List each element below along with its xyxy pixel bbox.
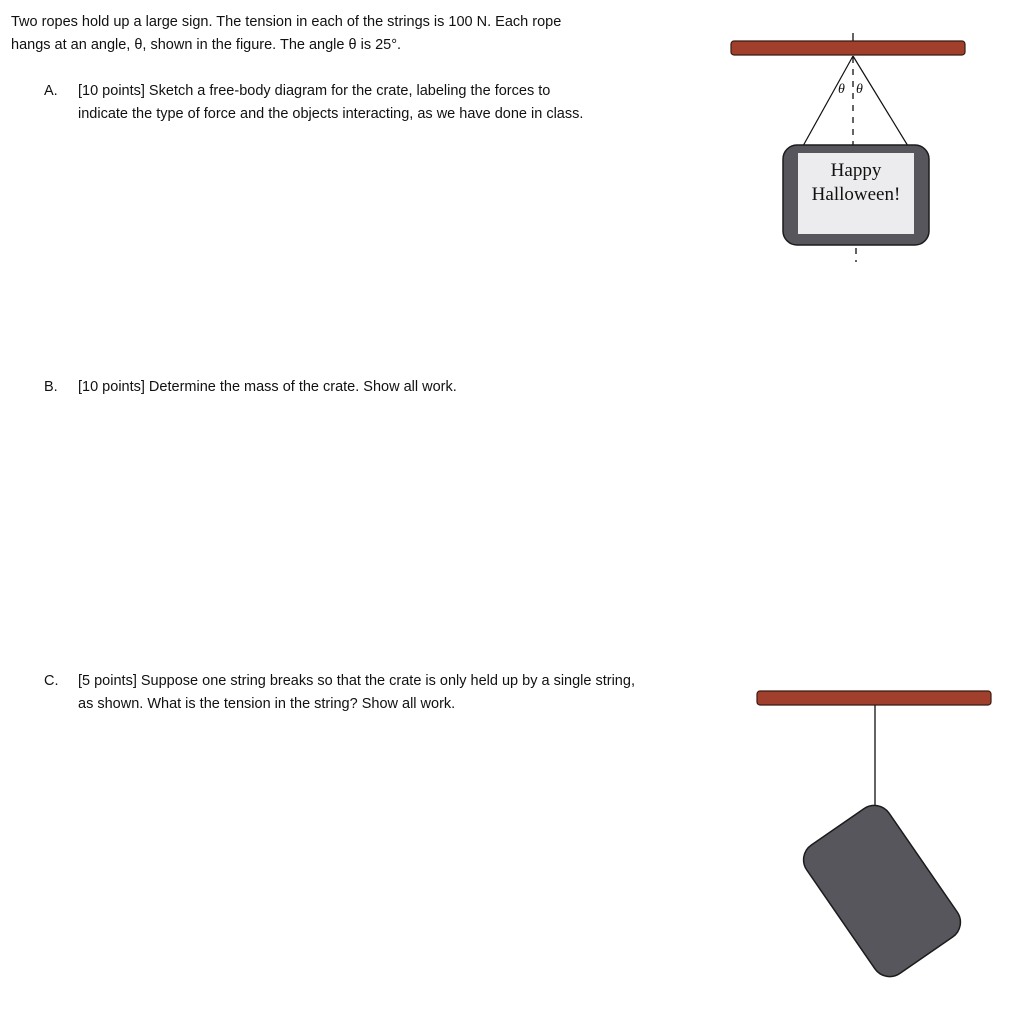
ceiling-beam bbox=[731, 41, 965, 55]
question-letter: B. bbox=[44, 379, 58, 395]
tilted-crate bbox=[797, 798, 968, 983]
question-text-line: [10 points] Sketch a free-body diagram for the crate, labeling the forces to bbox=[78, 83, 551, 99]
question-text-line: as shown. What is the tension in the string? Show all work. bbox=[78, 696, 456, 712]
question-letter: A. bbox=[44, 83, 58, 99]
question-text-line: [5 points] Suppose one string breaks so that the crate is only held up by a single string, bbox=[78, 673, 635, 689]
ceiling-beam-2 bbox=[757, 691, 991, 705]
question-letter: C. bbox=[44, 673, 59, 689]
figure-single-rope bbox=[757, 691, 991, 984]
sign-text-line-1: Happy bbox=[830, 160, 882, 181]
figure-two-ropes bbox=[731, 33, 965, 262]
rope-right bbox=[853, 56, 908, 146]
rope-left bbox=[803, 56, 853, 146]
angle-label-left: θ bbox=[838, 82, 845, 97]
sign-text-line-2: Halloween! bbox=[811, 184, 901, 205]
question-text-line: [10 points] Determine the mass of the crate. Show all work. bbox=[78, 379, 457, 395]
intro-line-2: hangs at an angle, θ, shown in the figure. The angle θ is 25°. bbox=[11, 37, 402, 53]
intro-line-1: Two ropes hold up a large sign. The tension in each of the strings is 100 N. Each rope bbox=[11, 14, 562, 30]
angle-label-right: θ bbox=[856, 82, 863, 97]
question-text-line: indicate the type of force and the objects interacting, as we have done in class. bbox=[78, 106, 584, 122]
